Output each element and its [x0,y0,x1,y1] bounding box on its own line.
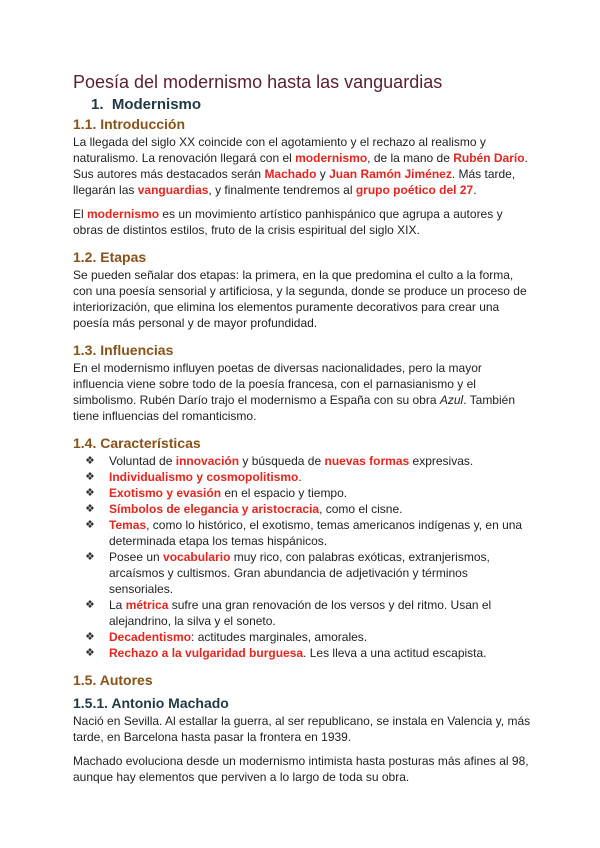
list-item: ❖ Voluntad de innovación y búsqueda de nuevas formas expresivas. [85,454,474,468]
list-item: ❖ Posee un vocabulario muy rico, con palabras exóticas, extranjerismos, arcaísmos y cultismos. Gran abundancia de adjetivación y términos sensoriales. [85,550,490,596]
document-page [73,70,533,785]
page-title: Poesía del modernismo hasta las vanguardias [73,72,443,92]
influencias-paragraph: En el modernismo influyen poetas de diversas nacionalidades, pero la mayor influencia viene sobre todo de la poesía francesa, con el parnasianismo y el simbolismo. Rubén Darío trajo el modernismo a España con su obra Azul. También tiene influencias del romanticismo. [73,361,515,423]
work-title: Azul [439,393,464,407]
intro-paragraph-2: El modernismo es un movimiento artístico panhispánico que agrupa a autores y obras de distintos estilos, fruto de la crisis espiritual del siglo XIX. [73,207,503,237]
list-item: ❖ Decadentismo: actitudes marginales, amorales. [85,630,368,644]
list-item: ❖ Rechazo a la vulgaridad burguesa. Les lleva a una actitud escapista. [85,646,487,660]
diamond-bullet-icon: ❖ [85,503,95,515]
autores-heading: 1.5. Autores [73,672,153,688]
etapas-heading: 1.2. Etapas [73,249,147,265]
section-number: 1. [91,96,104,113]
diamond-bullet-icon: ❖ [85,631,95,643]
list-item: ❖ Temas, como lo histórico, el exotismo, temas americanos indígenas y, en una determinada etapa los temas hispánicos. [85,518,523,548]
intro-paragraph-1: La llegada del siglo XX coincide con el agotamiento y el rechazo al realismo y naturalismo. La renovación llegará con el modernismo, de la mano de Rubén Darío. Sus autores más destacados serán Machado y Juan Ramón Jiménez. Más tarde, llegarán las vanguardias, y finalmente tendremos al grupo poético del 27. [73,135,528,197]
list-item: ❖ Símbolos de elegancia y aristocracia, como el cisne. [85,502,403,516]
etapas-paragraph: Se pueden señalar dos etapas: la primera, en la que predomina el culto a la forma, con una poesía sensorial y artificiosa, y la segunda, donde se produce un proceso de interiorización, que elimina los elementos puramente decorativos para crear una poesía más personal y de mayor profundidad. [73,268,527,330]
list-item: ❖ Exotismo y evasión en el espacio y tiempo. [85,486,348,500]
diamond-bullet-icon: ❖ [85,455,95,467]
list-item: ❖ La métrica sufre una gran renovación de los versos y del ritmo. Usan el alejandrino, la silva y el soneto. [85,598,492,628]
diamond-bullet-icon: ❖ [85,487,95,499]
caracteristicas-list [73,453,533,661]
diamond-bullet-icon: ❖ [85,551,95,563]
list-item: ❖ Individualismo y cosmopolitismo. [85,470,302,484]
diamond-bullet-icon: ❖ [85,519,95,531]
diamond-bullet-icon: ❖ [85,647,95,659]
intro-heading: 1.1. Introducción [73,116,186,132]
machado-paragraph-2: Machado evoluciona desde un modernismo intimista hasta posturas más afines al 98, aunque hay elementos que perviven a lo largo de toda su obra. [73,754,529,784]
section-heading [91,95,533,115]
influencias-heading: 1.3. Influencias [73,342,174,358]
diamond-bullet-icon: ❖ [85,599,95,611]
machado-paragraph-1: Nació en Sevilla. Al estallar la guerra, al ser republicano, se instala en Valencia y, más tarde, en Barcelona hasta pasar la frontera en 1939. [73,714,531,744]
diamond-bullet-icon: ❖ [85,471,95,483]
section-title: Modernismo [111,96,202,113]
machado-heading: 1.5.1. Antonio Machado [73,695,229,711]
caracteristicas-heading: 1.4. Características [73,435,201,451]
